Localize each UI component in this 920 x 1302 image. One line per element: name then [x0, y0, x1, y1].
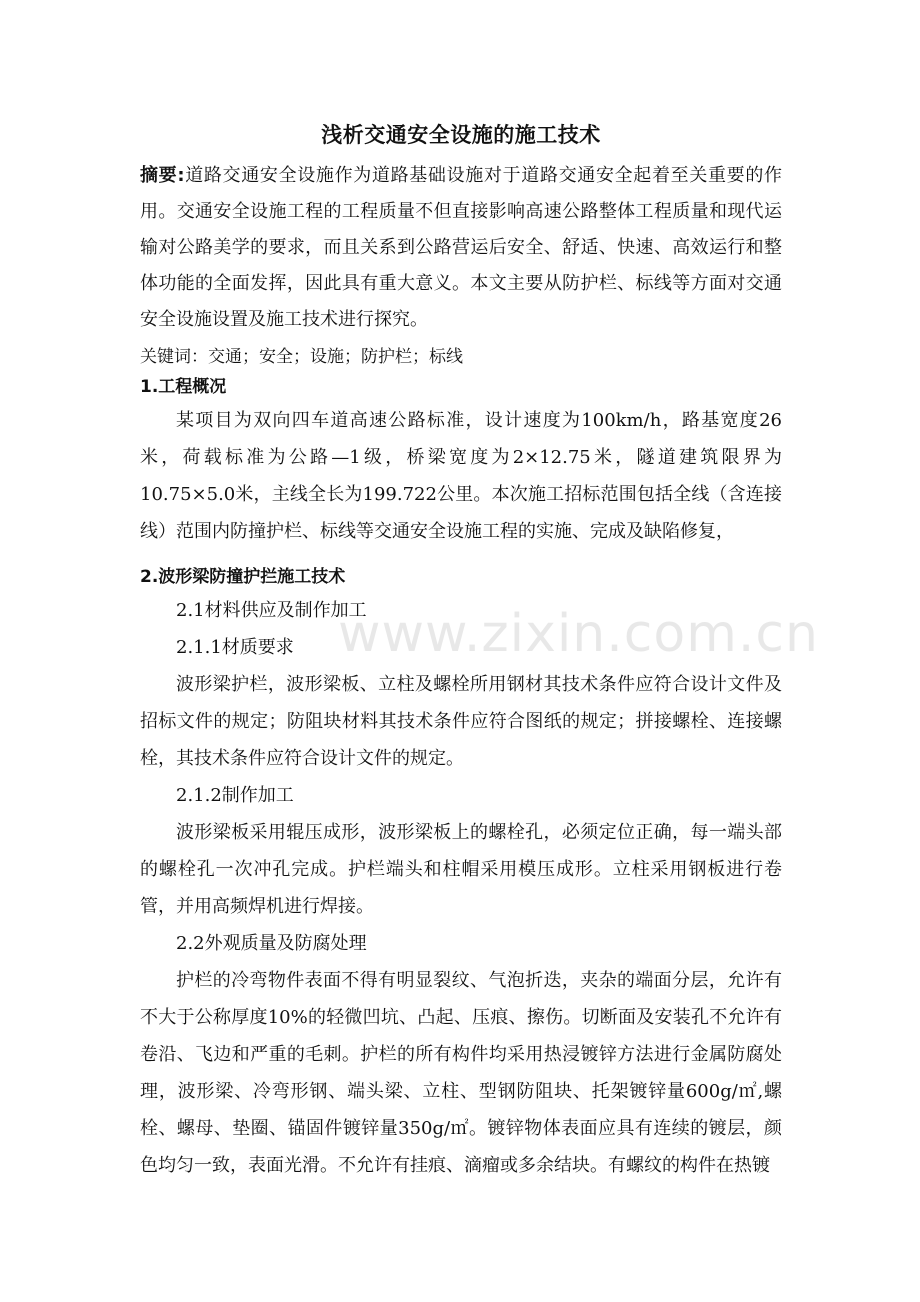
- section-1-heading: 1.工程概况: [140, 377, 227, 397]
- paragraph-material-requirements: 波形梁护栏，波形梁板、立柱及螺栓所用钢材其技术条件应符合设计文件及招标文件的规定；防阻块材料其技术条件应符合图纸的规定；拼接螺栓、连接螺栓，其技术条件应符合设计文件的规定。: [140, 674, 782, 769]
- subsection-2-2: 2.2外观质量及防腐处理: [176, 933, 367, 954]
- abstract-text: 道路交通安全设施作为道路基础设施对于道路交通安全起着至关重要的作用。交通安全设施工程的工程质量不但直接影响高速公路整体工程质量和现代运输对公路美学的要求，而且关系到公路营运后安全、舒适、快速、高效运行和整体功能的全面发挥，因此具有重大意义。本文主要从防护栏、标线等方面对交通安全设施设置及施工技术进行探究。: [140, 165, 782, 330]
- keywords-text: 交通；安全；设施；防护栏；标线: [208, 347, 463, 367]
- abstract: [140, 158, 782, 338]
- section-2-heading: 2.波形梁防撞护拦施工技术: [140, 567, 346, 587]
- keywords-label: 关键词：: [140, 347, 208, 367]
- subsection-2-1-1: 2.1.1材质要求: [176, 637, 294, 658]
- paragraph-fabrication: 波形梁板采用辊压成形，波形梁板上的螺栓孔，必须定位正确，每一端头部的螺栓孔一次冲孔完成。护栏端头和柱帽采用模压成形。立柱采用钢板进行卷管，并用高频焊机进行焊接。: [140, 822, 782, 917]
- subsection-2-1: 2.1材料供应及制作加工: [176, 600, 367, 621]
- document-page: [140, 118, 782, 1184]
- subsection-2-1-2: 2.1.2制作加工: [176, 785, 294, 806]
- paragraph-appearance-anticorrosion: 护栏的冷弯物件表面不得有明显裂纹、气泡折迭，夹杂的端面分层，允许有不大于公称厚度10%的轻微凹坑、凸起、压痕、擦伤。切断面及安装孔不允许有卷沿、飞边和严重的毛刺。护栏的所有构件均采用热浸镀锌方法进行金属防腐处理，波形梁、冷弯形钢、端头梁、立柱、型钢防阻块、托架镀锌量600g/㎡,螺栓、螺母、垫圈、锚固件镀锌量350g/㎡。镀锌物体表面应具有连续的镀层，颜色均匀一致，表面光滑。不允许有挂痕、滴瘤或多余结块。有螺纹的构件在热镀: [140, 970, 782, 1176]
- abstract-label: 摘要:: [140, 165, 185, 186]
- keywords: [140, 342, 782, 372]
- watermark: www.zixin.com.cn: [338, 604, 819, 664]
- section-1-paragraph: 某项目为双向四车道高速公路标准，设计速度为100km/h，路基宽度26米，荷载标准为公路—1级，桥梁宽度为2×12.75米，隧道建筑限界为10.75×5.0米，主线全长为199.722公里。本次施工招标范围包括全线（含连接线）范围内防撞护栏、标线等交通安全设施工程的实施、完成及缺陷修复，: [140, 410, 782, 542]
- document-title: 浅析交通安全设施的施工技术: [321, 123, 601, 147]
